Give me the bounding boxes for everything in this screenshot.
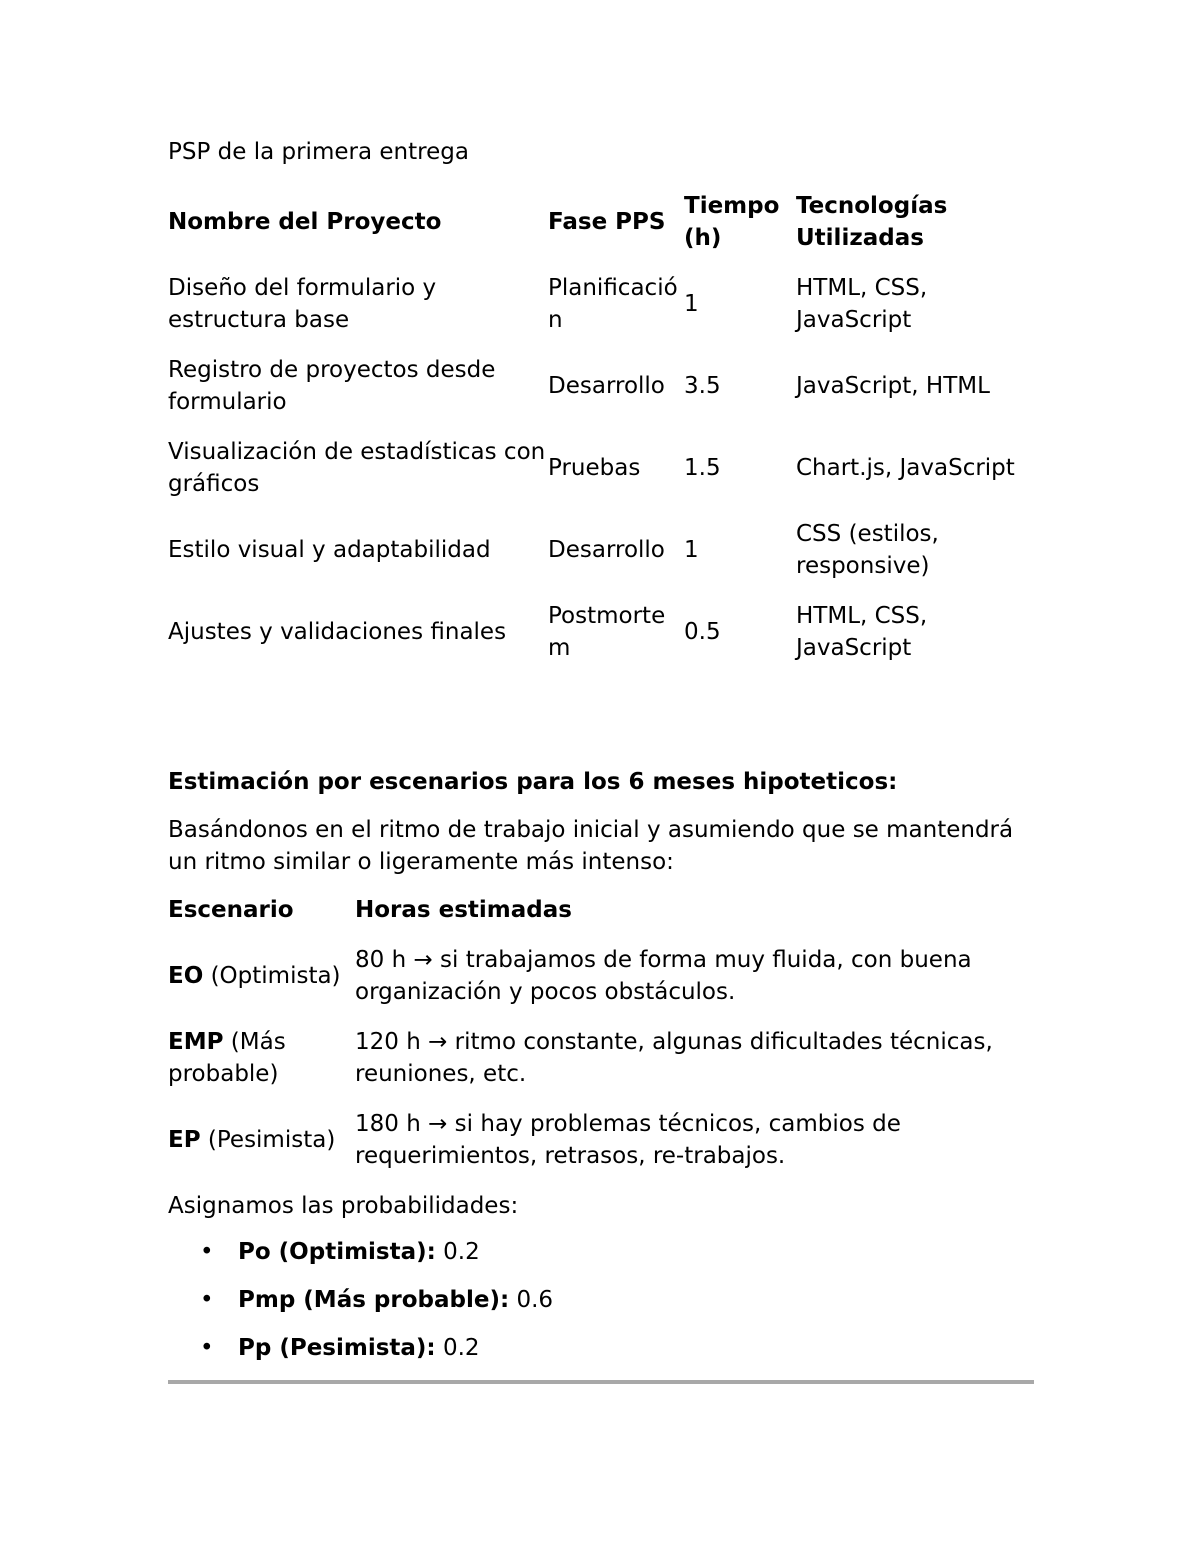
spacer xyxy=(168,682,1034,766)
table-row xyxy=(168,1026,1034,1108)
probability-label: Pp (Pesimista): xyxy=(238,1335,436,1361)
scenario-label: (Optimista) xyxy=(203,963,341,989)
phase-cell: Desarrollo xyxy=(548,373,665,399)
probability-value: 0.2 xyxy=(435,1335,480,1361)
scenario-code: EP xyxy=(168,1127,201,1153)
probability-label: Po (Optimista): xyxy=(238,1239,436,1265)
psp-header-tech: Tecnologías Utilizadas xyxy=(796,193,948,251)
psp-header-project: Nombre del Proyecto xyxy=(168,209,442,235)
time-cell: 3.5 xyxy=(684,373,721,399)
hours-cell: 80 h → si trabajamos de forma muy fluida, con buena organización y pocos obstáculos. xyxy=(355,947,972,1005)
psp-table xyxy=(168,190,1034,682)
time-cell: 0.5 xyxy=(684,619,721,645)
project-name-cell: Diseño del formulario y estructura base xyxy=(168,275,437,333)
bullet-icon: • xyxy=(200,1239,214,1265)
psp-header-time: Tiempo (h) xyxy=(684,193,780,251)
psp-table-header-row xyxy=(168,190,1034,272)
scenario-header: Escenario xyxy=(168,897,294,923)
time-cell: 1 xyxy=(684,537,699,563)
probabilities-intro: Asignamos las probabilidades: xyxy=(168,1193,519,1219)
phase-cell: Pruebas xyxy=(548,455,641,481)
list-item xyxy=(168,1284,1034,1316)
estimation-intro: Basándonos en el ritmo de trabajo inicial y asumiendo que se mantendrá un ritmo similar o ligeramente más intenso: xyxy=(168,817,1014,875)
table-row xyxy=(168,272,1034,354)
scenario-table xyxy=(168,894,1034,1190)
table-row xyxy=(168,518,1034,600)
probabilities-list xyxy=(168,1236,1034,1364)
time-cell: 1.5 xyxy=(684,455,721,481)
tech-cell: JavaScript, HTML xyxy=(796,373,990,399)
scenario-cell xyxy=(168,1108,355,1190)
probability-value: 0.6 xyxy=(509,1287,554,1313)
scenario-cell xyxy=(168,944,355,1026)
bullet-icon: • xyxy=(200,1287,214,1313)
table-row xyxy=(168,944,1034,1026)
probability-label: Pmp (Más probable): xyxy=(238,1287,510,1313)
estimation-title: Estimación por escenarios para los 6 meses hipoteticos: xyxy=(168,769,898,795)
table-row xyxy=(168,1108,1034,1190)
hours-cell: 120 h → ritmo constante, algunas dificultades técnicas, reuniones, etc. xyxy=(355,1029,993,1087)
hours-cell: 180 h → si hay problemas técnicos, cambios de requerimientos, retrasos, re-trabajos. xyxy=(355,1111,901,1169)
table-row xyxy=(168,354,1034,436)
scenario-header-row xyxy=(168,894,1034,944)
project-name-cell: Registro de proyectos desde formulario xyxy=(168,357,496,415)
time-cell: 1 xyxy=(684,291,699,317)
project-name-cell: Visualización de estadísticas con gráficos xyxy=(168,439,546,497)
scenario-code: EMP xyxy=(168,1029,224,1055)
phase-cell: Planificación xyxy=(548,275,678,333)
probability-value: 0.2 xyxy=(435,1239,480,1265)
project-name-cell: Ajustes y validaciones finales xyxy=(168,619,507,645)
list-item xyxy=(168,1236,1034,1268)
document-page xyxy=(168,136,1034,1380)
phase-cell: Postmortem xyxy=(548,603,666,661)
horizontal-rule xyxy=(168,1380,1034,1384)
document-title: PSP de la primera entrega xyxy=(168,139,469,165)
scenario-cell xyxy=(168,1026,355,1108)
hours-header: Horas estimadas xyxy=(355,897,572,923)
table-row xyxy=(168,436,1034,518)
psp-header-phase: Fase PPS xyxy=(548,209,666,235)
bullet-icon: • xyxy=(200,1335,214,1361)
tech-cell: CSS (estilos, responsive) xyxy=(796,521,939,579)
scenario-label: (Más probable) xyxy=(168,1029,286,1087)
list-item xyxy=(168,1332,1034,1364)
table-row xyxy=(168,600,1034,682)
tech-cell: Chart.js, JavaScript xyxy=(796,455,1015,481)
scenario-label: (Pesimista) xyxy=(200,1127,336,1153)
phase-cell: Desarrollo xyxy=(548,537,665,563)
project-name-cell: Estilo visual y adaptabilidad xyxy=(168,537,491,563)
tech-cell: HTML, CSS, JavaScript xyxy=(796,603,928,661)
tech-cell: HTML, CSS, JavaScript xyxy=(796,275,928,333)
scenario-code: EO xyxy=(168,963,204,989)
